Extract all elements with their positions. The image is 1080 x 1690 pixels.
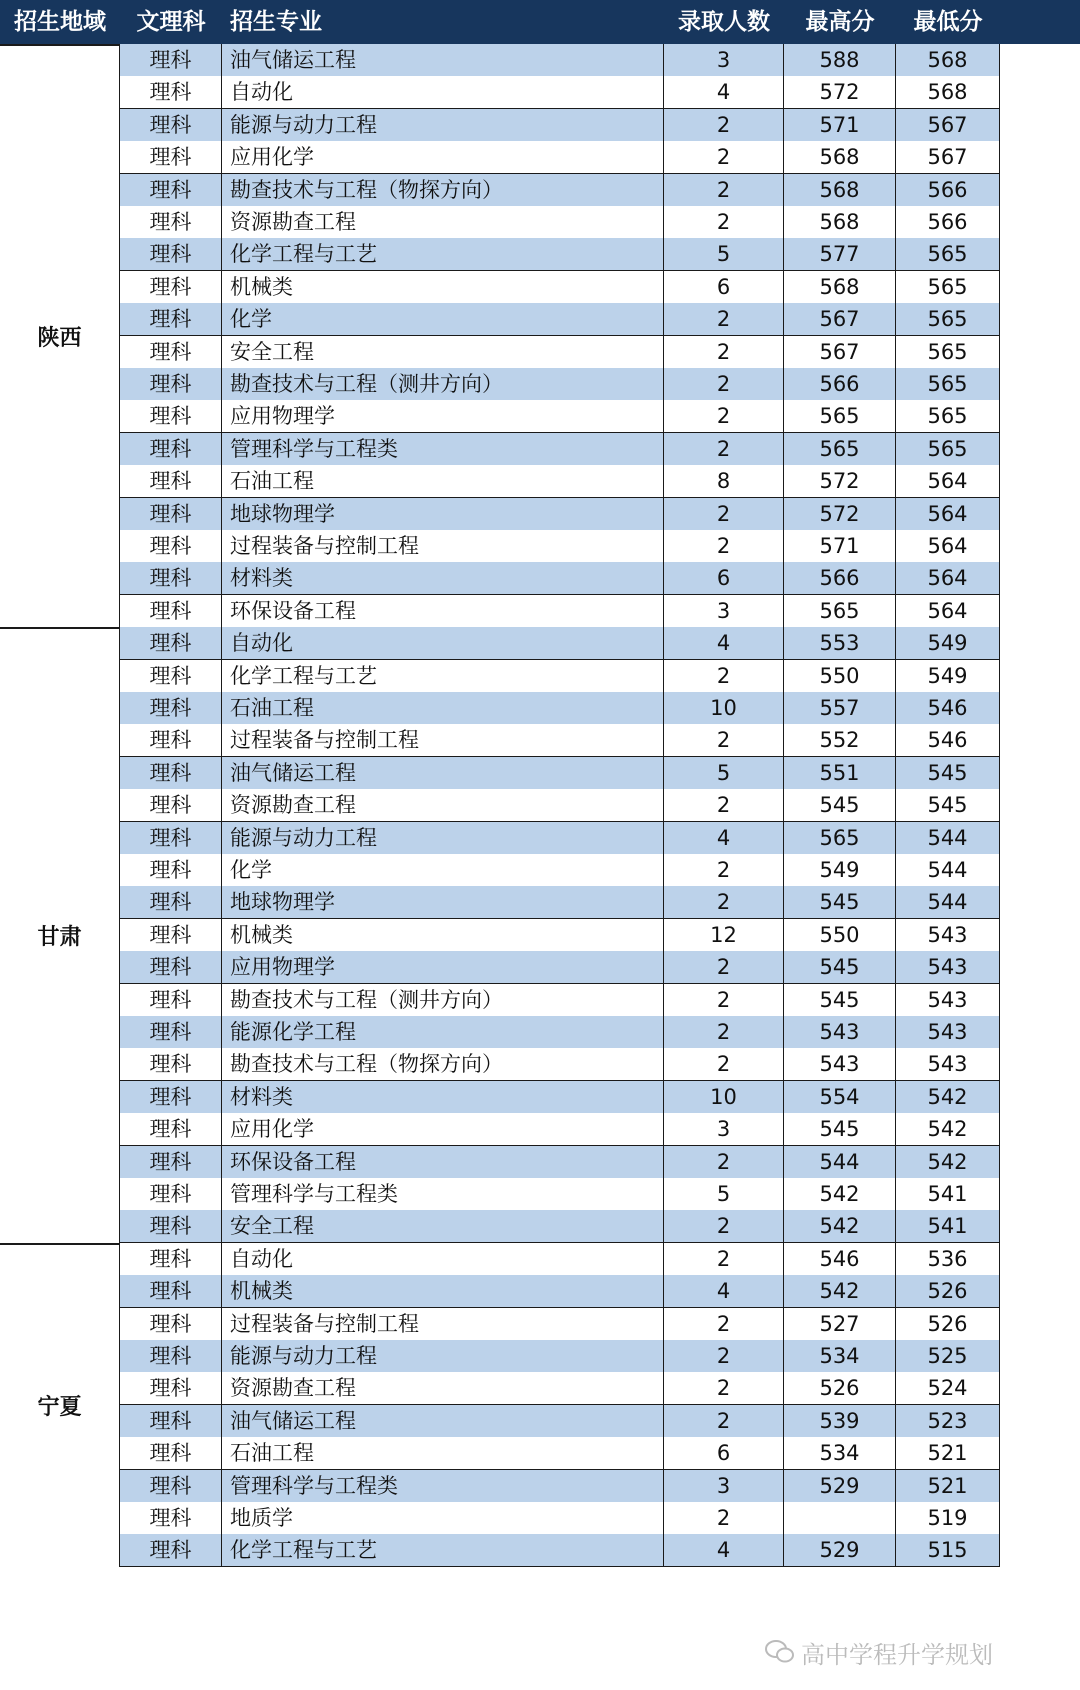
max-score-cell: 544 [784, 1146, 896, 1179]
major-cell: 资源勘查工程 [222, 206, 664, 239]
major-cell: 机械类 [222, 1275, 664, 1308]
admitted-count-cell: 2 [664, 1146, 784, 1179]
major-cell: 管理科学与工程类 [222, 1178, 664, 1211]
min-score-cell: 521 [896, 1437, 1000, 1470]
table-row [0, 400, 1000, 435]
min-score-cell: 564 [896, 562, 1000, 595]
table-row [0, 692, 1000, 727]
min-score-cell: 564 [896, 595, 1000, 628]
max-score-cell: 542 [784, 1275, 896, 1308]
min-score-cell: 549 [896, 660, 1000, 693]
major-cell: 过程装备与控制工程 [222, 724, 664, 757]
subject-type-cell: 理科 [120, 141, 222, 174]
max-score-cell: 568 [784, 141, 896, 174]
admitted-count-cell: 6 [664, 271, 784, 304]
major-cell: 管理科学与工程类 [222, 433, 664, 466]
subject-type-cell: 理科 [120, 1016, 222, 1049]
min-score-cell: 546 [896, 692, 1000, 725]
max-score-cell: 529 [784, 1470, 896, 1503]
admitted-count-cell: 2 [664, 1502, 784, 1535]
major-cell: 能源与动力工程 [222, 109, 664, 142]
table-row [0, 595, 1000, 630]
table-row [0, 1502, 1000, 1537]
table-row [0, 1405, 1000, 1440]
subject-type-cell: 理科 [120, 465, 222, 498]
admitted-count-cell: 4 [664, 822, 784, 855]
max-score-cell: 550 [784, 919, 896, 952]
subject-type-cell: 理科 [120, 238, 222, 271]
major-cell: 油气储运工程 [222, 757, 664, 790]
major-cell: 材料类 [222, 562, 664, 595]
subject-type-cell: 理科 [120, 562, 222, 595]
max-score-cell: 534 [784, 1437, 896, 1470]
major-cell: 机械类 [222, 271, 664, 304]
admitted-count-cell: 5 [664, 238, 784, 271]
table-row [0, 627, 1000, 662]
admitted-count-cell: 2 [664, 1210, 784, 1243]
major-cell: 环保设备工程 [222, 595, 664, 628]
max-score-cell: 551 [784, 757, 896, 790]
major-cell: 石油工程 [222, 692, 664, 725]
admitted-count-cell: 6 [664, 1437, 784, 1470]
table-header-row [0, 0, 1080, 44]
subject-type-cell: 理科 [120, 1470, 222, 1503]
max-score-cell: 526 [784, 1372, 896, 1405]
subject-type-cell: 理科 [120, 433, 222, 466]
max-score-cell: 588 [784, 44, 896, 77]
table-row [0, 886, 1000, 921]
min-score-cell: 565 [896, 368, 1000, 401]
min-score-cell: 568 [896, 44, 1000, 77]
subject-type-cell: 理科 [120, 1340, 222, 1373]
admitted-count-cell: 4 [664, 1275, 784, 1308]
subject-type-cell: 理科 [120, 1178, 222, 1211]
subject-type-cell: 理科 [120, 984, 222, 1017]
table-row [0, 822, 1000, 857]
min-score-cell: 542 [896, 1081, 1000, 1114]
admitted-count-cell: 2 [664, 303, 784, 336]
max-score-cell: 565 [784, 433, 896, 466]
major-cell: 勘查技术与工程（物探方向） [222, 1048, 664, 1081]
max-score-cell: 545 [784, 951, 896, 984]
max-score-cell: 565 [784, 400, 896, 433]
max-score-cell: 549 [784, 854, 896, 887]
admitted-count-cell: 2 [664, 1405, 784, 1438]
major-cell: 资源勘查工程 [222, 789, 664, 822]
max-score-cell: 571 [784, 530, 896, 563]
subject-type-cell: 理科 [120, 595, 222, 628]
table-row [0, 1243, 1000, 1278]
max-score-cell: 566 [784, 368, 896, 401]
subject-type-cell: 理科 [120, 627, 222, 660]
min-score-cell: 541 [896, 1178, 1000, 1211]
max-score-cell [784, 1502, 896, 1535]
min-score-cell: 524 [896, 1372, 1000, 1405]
major-cell: 地质学 [222, 1502, 664, 1535]
table-row [0, 854, 1000, 889]
max-score-cell: 565 [784, 822, 896, 855]
table-row [0, 1048, 1000, 1083]
table-row [0, 141, 1000, 176]
max-score-cell: 552 [784, 724, 896, 757]
min-score-cell: 564 [896, 530, 1000, 563]
header-subject-type: 文理科 [136, 9, 206, 35]
min-score-cell: 515 [896, 1534, 1000, 1567]
min-score-cell: 565 [896, 400, 1000, 433]
subject-type-cell: 理科 [120, 692, 222, 725]
major-cell: 管理科学与工程类 [222, 1470, 664, 1503]
min-score-cell: 543 [896, 1016, 1000, 1049]
min-score-cell: 543 [896, 951, 1000, 984]
subject-type-cell: 理科 [120, 919, 222, 952]
min-score-cell: 565 [896, 271, 1000, 304]
min-score-cell: 564 [896, 498, 1000, 531]
table-row [0, 271, 1000, 306]
header-min-score: 最低分 [913, 9, 983, 35]
min-score-cell: 525 [896, 1340, 1000, 1373]
admitted-count-cell: 4 [664, 1534, 784, 1567]
max-score-cell: 542 [784, 1178, 896, 1211]
table-row [0, 1275, 1000, 1310]
major-cell: 应用化学 [222, 141, 664, 174]
major-cell: 过程装备与控制工程 [222, 530, 664, 563]
subject-type-cell: 理科 [120, 336, 222, 369]
region-cell: 宁夏 [0, 1243, 120, 1567]
table-row [0, 1210, 1000, 1245]
min-score-cell: 544 [896, 854, 1000, 887]
admitted-count-cell: 2 [664, 368, 784, 401]
max-score-cell: 566 [784, 562, 896, 595]
subject-type-cell: 理科 [120, 757, 222, 790]
subject-type-cell: 理科 [120, 724, 222, 757]
table-row [0, 174, 1000, 209]
max-score-cell: 545 [784, 789, 896, 822]
subject-type-cell: 理科 [120, 1113, 222, 1146]
table-row [0, 1081, 1000, 1116]
subject-type-cell: 理科 [120, 660, 222, 693]
major-cell: 勘查技术与工程（测井方向） [222, 368, 664, 401]
min-score-cell: 565 [896, 238, 1000, 271]
min-score-cell: 565 [896, 303, 1000, 336]
major-cell: 勘查技术与工程（测井方向） [222, 984, 664, 1017]
table-row [0, 1437, 1000, 1472]
admitted-count-cell: 2 [664, 141, 784, 174]
min-score-cell: 519 [896, 1502, 1000, 1535]
max-score-cell: 568 [784, 271, 896, 304]
table-row [0, 1308, 1000, 1343]
min-score-cell: 542 [896, 1113, 1000, 1146]
header-major: 招生专业 [230, 9, 322, 35]
major-cell: 化学工程与工艺 [222, 238, 664, 271]
subject-type-cell: 理科 [120, 1308, 222, 1341]
major-cell: 应用物理学 [222, 951, 664, 984]
admitted-count-cell: 5 [664, 1178, 784, 1211]
min-score-cell: 526 [896, 1275, 1000, 1308]
max-score-cell: 554 [784, 1081, 896, 1114]
subject-type-cell: 理科 [120, 1437, 222, 1470]
min-score-cell: 567 [896, 109, 1000, 142]
major-cell: 石油工程 [222, 465, 664, 498]
max-score-cell: 572 [784, 465, 896, 498]
max-score-cell: 543 [784, 1048, 896, 1081]
max-score-cell: 545 [784, 984, 896, 1017]
major-cell: 自动化 [222, 627, 664, 660]
major-cell: 能源与动力工程 [222, 822, 664, 855]
subject-type-cell: 理科 [120, 1081, 222, 1114]
table-row [0, 789, 1000, 824]
min-score-cell: 543 [896, 919, 1000, 952]
major-cell: 资源勘查工程 [222, 1372, 664, 1405]
max-score-cell: 568 [784, 174, 896, 207]
admitted-count-cell: 2 [664, 174, 784, 207]
table-row [0, 465, 1000, 500]
subject-type-cell: 理科 [120, 1405, 222, 1438]
min-score-cell: 526 [896, 1308, 1000, 1341]
subject-type-cell: 理科 [120, 1243, 222, 1276]
max-score-cell: 568 [784, 206, 896, 239]
min-score-cell: 566 [896, 206, 1000, 239]
major-cell: 油气储运工程 [222, 1405, 664, 1438]
major-cell: 机械类 [222, 919, 664, 952]
subject-type-cell: 理科 [120, 951, 222, 984]
table-row [0, 433, 1000, 468]
subject-type-cell: 理科 [120, 76, 222, 109]
max-score-cell: 527 [784, 1308, 896, 1341]
min-score-cell: 549 [896, 627, 1000, 660]
min-score-cell: 546 [896, 724, 1000, 757]
subject-type-cell: 理科 [120, 1275, 222, 1308]
admitted-count-cell: 2 [664, 1308, 784, 1341]
major-cell: 化学 [222, 854, 664, 887]
subject-type-cell: 理科 [120, 400, 222, 433]
table-row [0, 1534, 1000, 1569]
max-score-cell: 529 [784, 1534, 896, 1567]
min-score-cell: 545 [896, 789, 1000, 822]
major-cell: 地球物理学 [222, 498, 664, 531]
max-score-cell: 565 [784, 595, 896, 628]
subject-type-cell: 理科 [120, 886, 222, 919]
max-score-cell: 577 [784, 238, 896, 271]
admitted-count-cell: 2 [664, 433, 784, 466]
max-score-cell: 553 [784, 627, 896, 660]
admitted-count-cell: 2 [664, 498, 784, 531]
table-row [0, 951, 1000, 986]
table-row [0, 1113, 1000, 1148]
region-cell: 陕西 [0, 44, 120, 627]
admitted-count-cell: 2 [664, 789, 784, 822]
table-row [0, 109, 1000, 144]
max-score-cell: 545 [784, 886, 896, 919]
major-cell: 过程装备与控制工程 [222, 1308, 664, 1341]
watermark-text: 高中学程升学规划 [801, 1640, 993, 1669]
major-cell: 自动化 [222, 1243, 664, 1276]
major-cell: 能源化学工程 [222, 1016, 664, 1049]
major-cell: 油气储运工程 [222, 44, 664, 77]
max-score-cell: 550 [784, 660, 896, 693]
admitted-count-cell: 2 [664, 1016, 784, 1049]
major-cell: 自动化 [222, 76, 664, 109]
max-score-cell: 567 [784, 303, 896, 336]
major-cell: 应用化学 [222, 1113, 664, 1146]
subject-type-cell: 理科 [120, 109, 222, 142]
subject-type-cell: 理科 [120, 1502, 222, 1535]
min-score-cell: 567 [896, 141, 1000, 174]
subject-type-cell: 理科 [120, 206, 222, 239]
major-cell: 安全工程 [222, 336, 664, 369]
min-score-cell: 566 [896, 174, 1000, 207]
major-cell: 安全工程 [222, 1210, 664, 1243]
watermark [765, 1635, 993, 1669]
table-row [0, 368, 1000, 403]
table-row [0, 757, 1000, 792]
table-row [0, 724, 1000, 759]
max-score-cell: 543 [784, 1016, 896, 1049]
max-score-cell: 572 [784, 498, 896, 531]
min-score-cell: 521 [896, 1470, 1000, 1503]
subject-type-cell: 理科 [120, 789, 222, 822]
admitted-count-cell: 2 [664, 336, 784, 369]
subject-type-cell: 理科 [120, 174, 222, 207]
table-row [0, 919, 1000, 954]
admitted-count-cell: 3 [664, 1470, 784, 1503]
max-score-cell: 557 [784, 692, 896, 725]
max-score-cell: 542 [784, 1210, 896, 1243]
table-row [0, 303, 1000, 338]
major-cell: 地球物理学 [222, 886, 664, 919]
admitted-count-cell: 8 [664, 465, 784, 498]
table-row [0, 76, 1000, 111]
admitted-count-cell: 2 [664, 660, 784, 693]
min-score-cell: 543 [896, 1048, 1000, 1081]
major-cell: 环保设备工程 [222, 1146, 664, 1179]
header-max-score: 最高分 [805, 9, 875, 35]
admitted-count-cell: 2 [664, 984, 784, 1017]
admitted-count-cell: 2 [664, 400, 784, 433]
min-score-cell: 565 [896, 433, 1000, 466]
major-cell: 材料类 [222, 1081, 664, 1114]
subject-type-cell: 理科 [120, 1048, 222, 1081]
major-cell: 应用物理学 [222, 400, 664, 433]
subject-type-cell: 理科 [120, 1210, 222, 1243]
table-row [0, 660, 1000, 695]
admitted-count-cell: 10 [664, 692, 784, 725]
max-score-cell: 534 [784, 1340, 896, 1373]
admitted-count-cell: 2 [664, 1048, 784, 1081]
admitted-count-cell: 3 [664, 1113, 784, 1146]
subject-type-cell: 理科 [120, 822, 222, 855]
admitted-count-cell: 12 [664, 919, 784, 952]
major-cell: 化学工程与工艺 [222, 1534, 664, 1567]
major-cell: 能源与动力工程 [222, 1340, 664, 1373]
header-admitted-count: 录取人数 [678, 9, 770, 35]
admitted-count-cell: 2 [664, 724, 784, 757]
major-cell: 化学 [222, 303, 664, 336]
table-row [0, 562, 1000, 597]
min-score-cell: 565 [896, 336, 1000, 369]
admitted-count-cell: 2 [664, 1243, 784, 1276]
admitted-count-cell: 2 [664, 1340, 784, 1373]
table-row [0, 498, 1000, 533]
min-score-cell: 564 [896, 465, 1000, 498]
table-row [0, 44, 1000, 79]
subject-type-cell: 理科 [120, 1534, 222, 1567]
major-cell: 勘查技术与工程（物探方向） [222, 174, 664, 207]
admitted-count-cell: 2 [664, 886, 784, 919]
table-row [0, 206, 1000, 241]
wechat-icon [765, 1639, 795, 1665]
min-score-cell: 523 [896, 1405, 1000, 1438]
table-row [0, 238, 1000, 273]
subject-type-cell: 理科 [120, 854, 222, 887]
table-row [0, 1178, 1000, 1213]
table-row [0, 1470, 1000, 1505]
min-score-cell: 542 [896, 1146, 1000, 1179]
subject-type-cell: 理科 [120, 498, 222, 531]
admitted-count-cell: 2 [664, 109, 784, 142]
subject-type-cell: 理科 [120, 530, 222, 563]
min-score-cell: 545 [896, 757, 1000, 790]
max-score-cell: 571 [784, 109, 896, 142]
admitted-count-cell: 5 [664, 757, 784, 790]
min-score-cell: 536 [896, 1243, 1000, 1276]
table-row [0, 984, 1000, 1019]
admitted-count-cell: 2 [664, 1372, 784, 1405]
admitted-count-cell: 3 [664, 44, 784, 77]
subject-type-cell: 理科 [120, 271, 222, 304]
table-row [0, 1340, 1000, 1375]
max-score-cell: 539 [784, 1405, 896, 1438]
admitted-count-cell: 2 [664, 854, 784, 887]
admitted-count-cell: 3 [664, 595, 784, 628]
admitted-count-cell: 6 [664, 562, 784, 595]
min-score-cell: 541 [896, 1210, 1000, 1243]
table-row [0, 1016, 1000, 1051]
min-score-cell: 544 [896, 886, 1000, 919]
admitted-count-cell: 2 [664, 530, 784, 563]
major-cell: 化学工程与工艺 [222, 660, 664, 693]
admitted-count-cell: 2 [664, 206, 784, 239]
max-score-cell: 572 [784, 76, 896, 109]
table-row [0, 1146, 1000, 1181]
table-row [0, 336, 1000, 371]
subject-type-cell: 理科 [120, 1372, 222, 1405]
table-row [0, 530, 1000, 565]
admitted-count-cell: 4 [664, 76, 784, 109]
subject-type-cell: 理科 [120, 303, 222, 336]
header-region: 招生地域 [14, 9, 106, 35]
max-score-cell: 546 [784, 1243, 896, 1276]
min-score-cell: 544 [896, 822, 1000, 855]
max-score-cell: 567 [784, 336, 896, 369]
major-cell: 石油工程 [222, 1437, 664, 1470]
subject-type-cell: 理科 [120, 368, 222, 401]
admitted-count-cell: 10 [664, 1081, 784, 1114]
admitted-count-cell: 2 [664, 951, 784, 984]
min-score-cell: 568 [896, 76, 1000, 109]
subject-type-cell: 理科 [120, 1146, 222, 1179]
min-score-cell: 543 [896, 984, 1000, 1017]
subject-type-cell: 理科 [120, 44, 222, 77]
admitted-count-cell: 4 [664, 627, 784, 660]
table-row [0, 1372, 1000, 1407]
max-score-cell: 545 [784, 1113, 896, 1146]
region-cell: 甘肃 [0, 627, 120, 1243]
